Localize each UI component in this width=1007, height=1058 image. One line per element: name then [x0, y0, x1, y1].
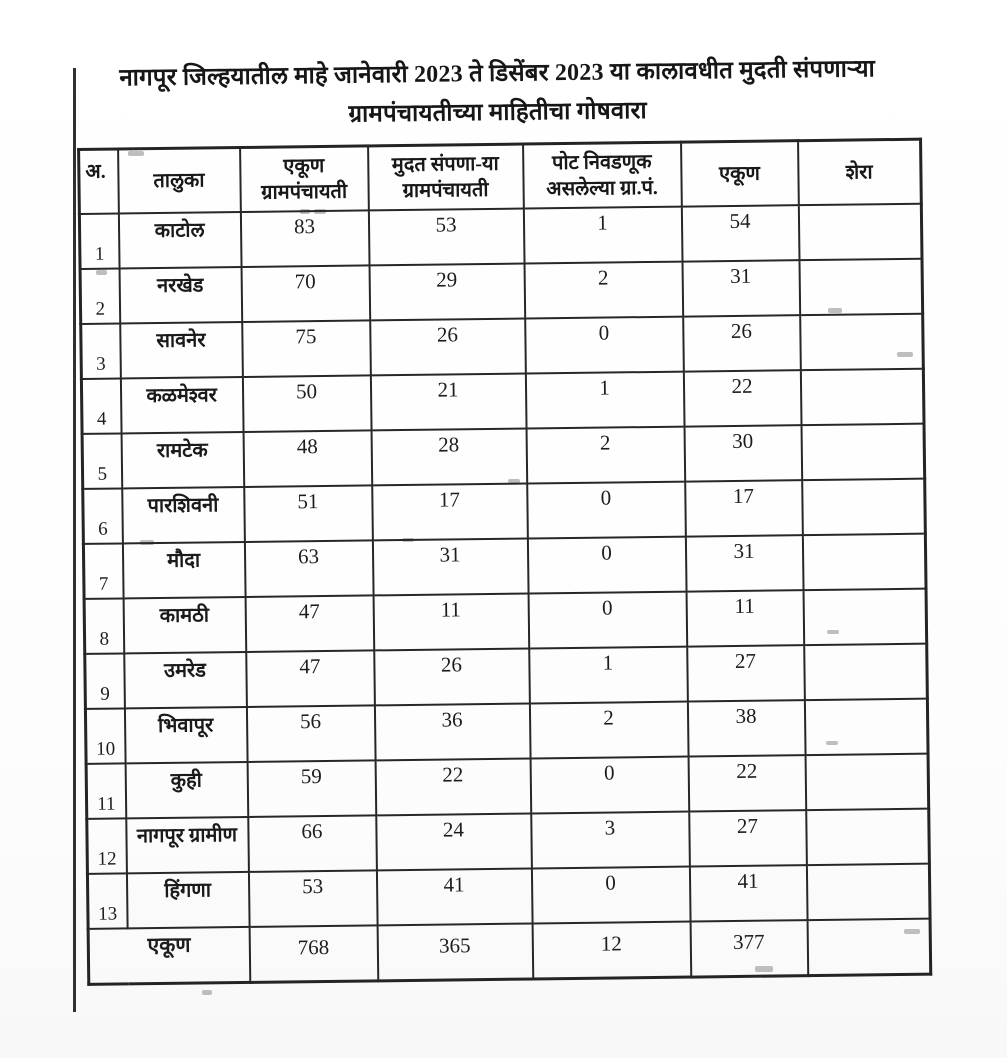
grand-total-cell: 377: [690, 920, 808, 977]
table-row: [80, 258, 923, 323]
row-total-cell: 27: [689, 810, 807, 866]
table-row: [85, 698, 928, 763]
byelection-gp-cell: 2: [529, 701, 688, 758]
serial-cell: 4: [81, 378, 121, 433]
byelection-gp-cell: 0: [531, 866, 690, 923]
header-byelection-gp: पोट निवडणूक असलेल्या ग्रा.पं.: [523, 142, 682, 208]
row-total-cell: 41: [689, 865, 807, 921]
header-expiring-gp: मुदत संपणा-या ग्रामपंचायती: [368, 144, 524, 210]
expiring-gp-cell: 28: [371, 428, 527, 485]
total-gp-cell: 47: [245, 595, 374, 652]
serial-cell: 11: [86, 763, 126, 818]
expiring-gp-cell: 26: [374, 648, 530, 705]
byelection-gp-cell: 0: [527, 536, 686, 593]
expiring-gp-cell: 21: [370, 373, 526, 430]
total-gp-cell: 70: [241, 265, 370, 322]
taluka-cell: कामठी: [123, 596, 246, 652]
serial-cell: 9: [85, 653, 125, 708]
total-gp-cell: 48: [243, 430, 372, 487]
table-row: [79, 203, 922, 268]
expiring-gp-cell: 53: [368, 208, 524, 265]
title-line-2: ग्रामपंचायतीच्या माहितीचा गोषवारा: [348, 98, 647, 128]
byelection-gp-cell: 0: [527, 481, 686, 538]
taluka-cell: रामटेक: [121, 431, 244, 487]
row-total-cell: 26: [683, 315, 801, 371]
header-row: [79, 139, 922, 213]
grand-total-label-cell: एकूण: [88, 926, 250, 984]
expiring-gp-cell: 17: [372, 483, 528, 540]
taluka-cell: नरखेड: [119, 266, 242, 322]
serial-cell: 10: [85, 708, 125, 763]
byelection-gp-cell: 0: [530, 756, 689, 813]
taluka-cell: मौदा: [122, 541, 245, 597]
document-title: [76, 50, 919, 138]
total-gp-cell: 47: [246, 650, 375, 707]
row-total-cell: 54: [681, 205, 799, 261]
byelection-gp-cell: 0: [525, 316, 684, 373]
serial-cell: 7: [83, 543, 123, 598]
total-row: [88, 918, 931, 984]
grand-total-gp-cell: 768: [249, 925, 378, 983]
total-gp-cell: 56: [246, 705, 375, 762]
remark-cell: [804, 643, 928, 699]
byelection-gp-cell: 2: [526, 426, 685, 483]
byelection-gp-cell: 2: [524, 261, 683, 318]
serial-cell: 5: [82, 433, 122, 488]
grand-total-expiring-cell: 365: [377, 923, 533, 981]
row-total-cell: 11: [686, 590, 804, 646]
taluka-cell: कुही: [125, 761, 248, 817]
taluka-cell: हिंगणा: [126, 871, 249, 927]
row-total-cell: 27: [687, 645, 805, 701]
gram-panchayat-summary-table: [77, 138, 932, 986]
remark-cell: [803, 588, 927, 644]
grand-total-byelection-cell: 12: [532, 921, 691, 979]
row-total-cell: 22: [688, 755, 806, 811]
byelection-gp-cell: 1: [525, 371, 684, 428]
row-total-cell: 22: [683, 370, 801, 426]
title-line-1: नागपूर जिल्हयातील माहे जानेवारी 2023 ते डिसेंबर 2023 या कालावधीत मुदती संपणाऱ्या: [119, 56, 876, 92]
serial-cell: 12: [87, 818, 127, 873]
remark-cell: [802, 533, 926, 589]
total-gp-cell: 66: [248, 815, 377, 872]
remark-cell: [800, 313, 924, 369]
table-row: [84, 588, 927, 653]
serial-cell: 8: [84, 598, 124, 653]
table-row: [81, 368, 924, 433]
header-total: एकूण: [681, 141, 799, 206]
expiring-gp-cell: 31: [372, 538, 528, 595]
table-row: [82, 423, 925, 488]
byelection-gp-cell: 1: [523, 206, 682, 263]
remark-cell: [798, 203, 922, 259]
byelection-gp-cell: 0: [528, 591, 687, 648]
remark-cell: [802, 478, 926, 534]
total-gp-cell: 53: [248, 870, 377, 927]
remark-cell: [801, 423, 925, 479]
total-gp-cell: 75: [242, 320, 371, 377]
total-gp-cell: 51: [244, 485, 373, 542]
header-total-gp: एकूण ग्रामपंचायती: [240, 146, 369, 212]
taluka-cell: नागपूर ग्रामीण: [126, 816, 249, 872]
taluka-cell: भिवापूर: [124, 706, 247, 762]
expiring-gp-cell: 26: [370, 318, 526, 375]
taluka-cell: सावनेर: [120, 321, 243, 377]
taluka-cell: कळमेश्वर: [120, 376, 243, 432]
taluka-cell: पारशिवनी: [122, 486, 245, 542]
byelection-gp-cell: 1: [529, 646, 688, 703]
serial-cell: 6: [83, 488, 123, 543]
document-content: [76, 50, 929, 986]
row-total-cell: 31: [682, 260, 800, 316]
header-serial: अ.: [79, 149, 119, 213]
remark-cell: [804, 698, 928, 754]
table-row: [83, 478, 926, 543]
expiring-gp-cell: 22: [375, 758, 531, 815]
taluka-cell: उमरेड: [124, 651, 247, 707]
row-total-cell: 30: [684, 425, 802, 481]
total-gp-cell: 59: [247, 760, 376, 817]
remark-cell: [800, 368, 924, 424]
table-row: [85, 643, 928, 708]
expiring-gp-cell: 41: [376, 868, 532, 925]
row-total-cell: 17: [685, 480, 803, 536]
byelection-gp-cell: 3: [531, 811, 690, 868]
row-total-cell: 38: [687, 700, 805, 756]
table-row: [83, 533, 926, 598]
table-row: [86, 753, 929, 818]
serial-cell: 2: [80, 268, 120, 323]
header-taluka: तालुका: [118, 148, 241, 213]
remark-cell: [807, 918, 931, 975]
header-remark: शेरा: [798, 139, 922, 204]
table-row: [87, 863, 930, 928]
remark-cell: [805, 753, 929, 809]
serial-cell: 3: [81, 323, 121, 378]
row-total-cell: 31: [685, 535, 803, 591]
total-gp-cell: 63: [244, 540, 373, 597]
serial-cell: 1: [79, 213, 119, 268]
left-margin-line: [73, 68, 76, 1012]
remark-cell: [806, 808, 930, 864]
remark-cell: [806, 863, 930, 919]
table-row: [87, 808, 930, 873]
total-gp-cell: 83: [240, 210, 369, 267]
expiring-gp-cell: 29: [369, 263, 525, 320]
remark-cell: [799, 258, 923, 314]
taluka-cell: काटोल: [118, 212, 241, 268]
table-row: [81, 313, 924, 378]
expiring-gp-cell: 11: [373, 593, 529, 650]
expiring-gp-cell: 36: [374, 703, 530, 760]
scan-artifact: [202, 990, 212, 995]
serial-cell: 13: [87, 873, 127, 928]
total-gp-cell: 50: [242, 375, 371, 432]
expiring-gp-cell: 24: [376, 813, 532, 870]
